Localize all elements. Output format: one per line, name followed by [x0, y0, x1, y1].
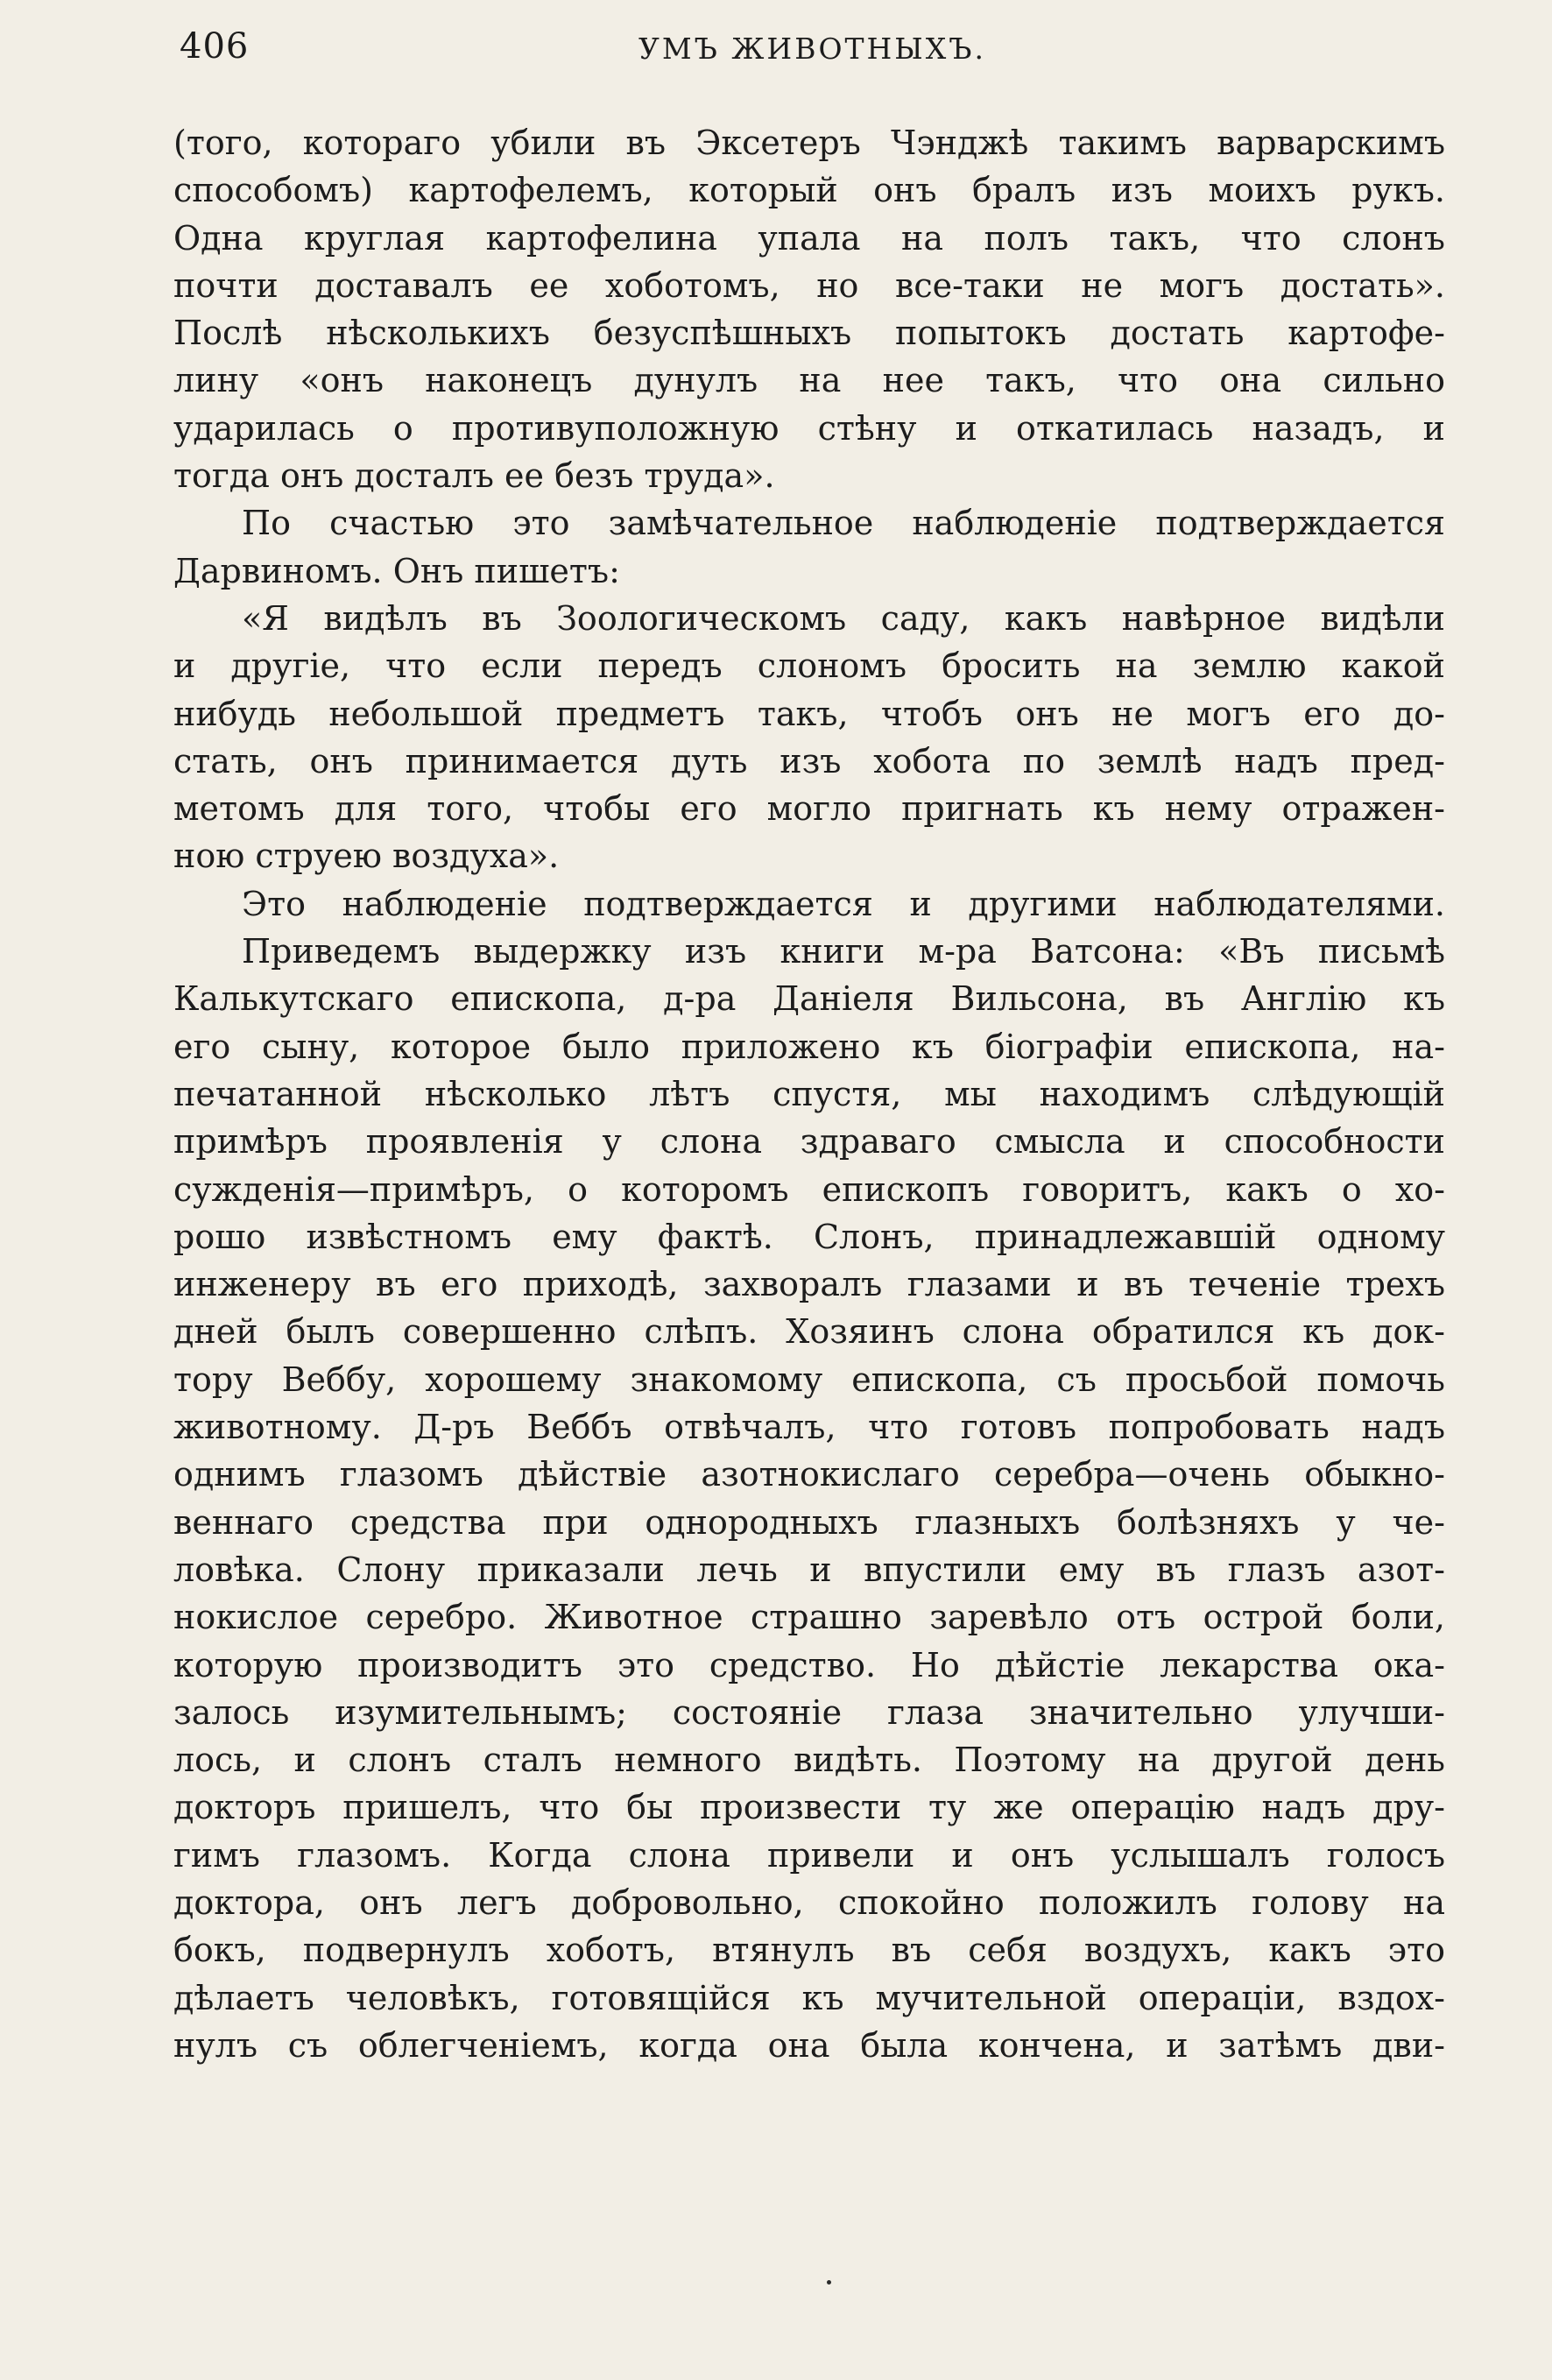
text-line: нулъ съ облегченіемъ, когда она была кончена, и затѣмъ дви- [173, 2025, 1445, 2065]
text-line: инженеру въ его приходѣ, захворалъ глазами и въ теченіе трехъ [173, 1265, 1445, 1304]
text-line: Калькутскаго епископа, д-ра Даніеля Вильсона, въ Англію къ [173, 979, 1445, 1019]
text-line: залось изумительнымъ; состояніе глаза значительно улучши- [173, 1692, 1445, 1732]
text-line: лось, и слонъ сталъ немного видѣть. Поэтому на другой день [173, 1741, 1445, 1780]
text-line: докторъ пришелъ, что бы произвести ту же операцію надъ дру- [173, 1788, 1445, 1827]
text-line: ударилась о противуположную стѣну и откатилась назадъ, и [173, 408, 1445, 448]
text-line: способомъ) картофелемъ, который онъ бралъ изъ моихъ рукъ. [173, 171, 1445, 210]
page-header [180, 26, 1445, 79]
text-line: Послѣ нѣсколькихъ безуспѣшныхъ попытокъ достать картофе- [173, 314, 1445, 353]
text-line: Это наблюденіе подтверждается и другими наблюдателями. [242, 884, 1445, 923]
text-line: ловѣка. Слону приказали лечь и впустили ему въ глазъ азот- [173, 1550, 1445, 1589]
text-line: нибудь небольшой предметъ такъ, чтобъ онъ не могъ его до- [173, 694, 1445, 733]
text-line: доктора, онъ легъ добровольно, спокойно положилъ голову на [173, 1882, 1445, 1922]
text-line: лину «онъ наконецъ дунулъ на нее такъ, что она сильно [173, 361, 1445, 400]
text-line: дѣлаетъ человѣкъ, готовящійся къ мучительной операціи, вздох- [173, 1978, 1445, 2017]
text-line: Одна круглая картофелина упала на полъ такъ, что слонъ [173, 218, 1445, 258]
body-text [173, 119, 1445, 2069]
text-line: «Я видѣлъ въ Зоологическомъ саду, какъ навѣрное видѣли [242, 598, 1445, 638]
text-line: тогда онъ досталъ ее безъ труда». [173, 456, 775, 496]
text-line: бокъ, подвернулъ хоботъ, втянулъ въ себя воздухъ, какъ это [173, 1931, 1445, 1970]
text-line: Дарвиномъ. Онъ пишетъ: [173, 551, 620, 590]
text-line: стать, онъ принимается дуть изъ хобота по землѣ надъ пред- [173, 741, 1445, 780]
text-line: веннаго средства при однородныхъ глазныхъ болѣзняхъ у че- [173, 1502, 1445, 1542]
text-line: его сыну, которое было приложено къ біографіи епископа, на- [173, 1027, 1445, 1066]
text-line: По счастью это замѣчательное наблюденіе подтверждается [242, 504, 1445, 543]
text-line: тору Веббу, хорошему знакомому епископа, съ просьбой помочь [173, 1359, 1445, 1399]
text-line: примѣръ проявленія у слона здраваго смысла и способности [173, 1122, 1445, 1162]
text-line: рошо извѣстномъ ему фактѣ. Слонъ, принадлежавшій одному [173, 1217, 1445, 1256]
text-line: нокислое серебро. Животное страшно заревѣло отъ острой боли, [173, 1598, 1445, 1637]
text-line: гимъ глазомъ. Когда слона привели и онъ услышалъ голосъ [173, 1835, 1445, 1875]
text-line: метомъ для того, чтобы его могло пригнать къ нему отражен- [173, 789, 1445, 829]
text-line: сужденія—примѣръ, о которомъ епископъ говоритъ, какъ о хо- [173, 1169, 1445, 1209]
running-title: УМЪ ЖИВОТНЫХЪ. [638, 32, 986, 66]
text-line: животному. Д-ръ Веббъ отвѣчалъ, что готовъ попробовать надъ [173, 1408, 1445, 1447]
text-line: дней былъ совершенно слѣпъ. Хозяинъ слона обратился къ док- [173, 1312, 1445, 1352]
text-line: (того, котораго убили въ Эксетеръ Чэнджѣ такимъ варварскимъ [173, 124, 1445, 162]
text-line: однимъ глазомъ дѣйствіе азотнокислаго серебра—очень обыкно- [173, 1455, 1445, 1494]
print-speck [827, 2280, 831, 2285]
text-line: и другіе, что если передъ слономъ бросить на землю какой [173, 646, 1445, 686]
text-line: ною струею воздуха». [173, 837, 560, 876]
text-line: почти доставалъ ее хоботомъ, но все-таки не могъ достать». [173, 265, 1445, 305]
text-line: которую производитъ это средство. Но дѣйстіе лекарства ока- [173, 1645, 1445, 1684]
text-line: Приведемъ выдержку изъ книги м-ра Ватсона: «Въ письмѣ [242, 932, 1445, 971]
text-line: печатанной нѣсколько лѣтъ спустя, мы находимъ слѣдующій [173, 1074, 1445, 1113]
page-number: 406 [180, 26, 250, 67]
